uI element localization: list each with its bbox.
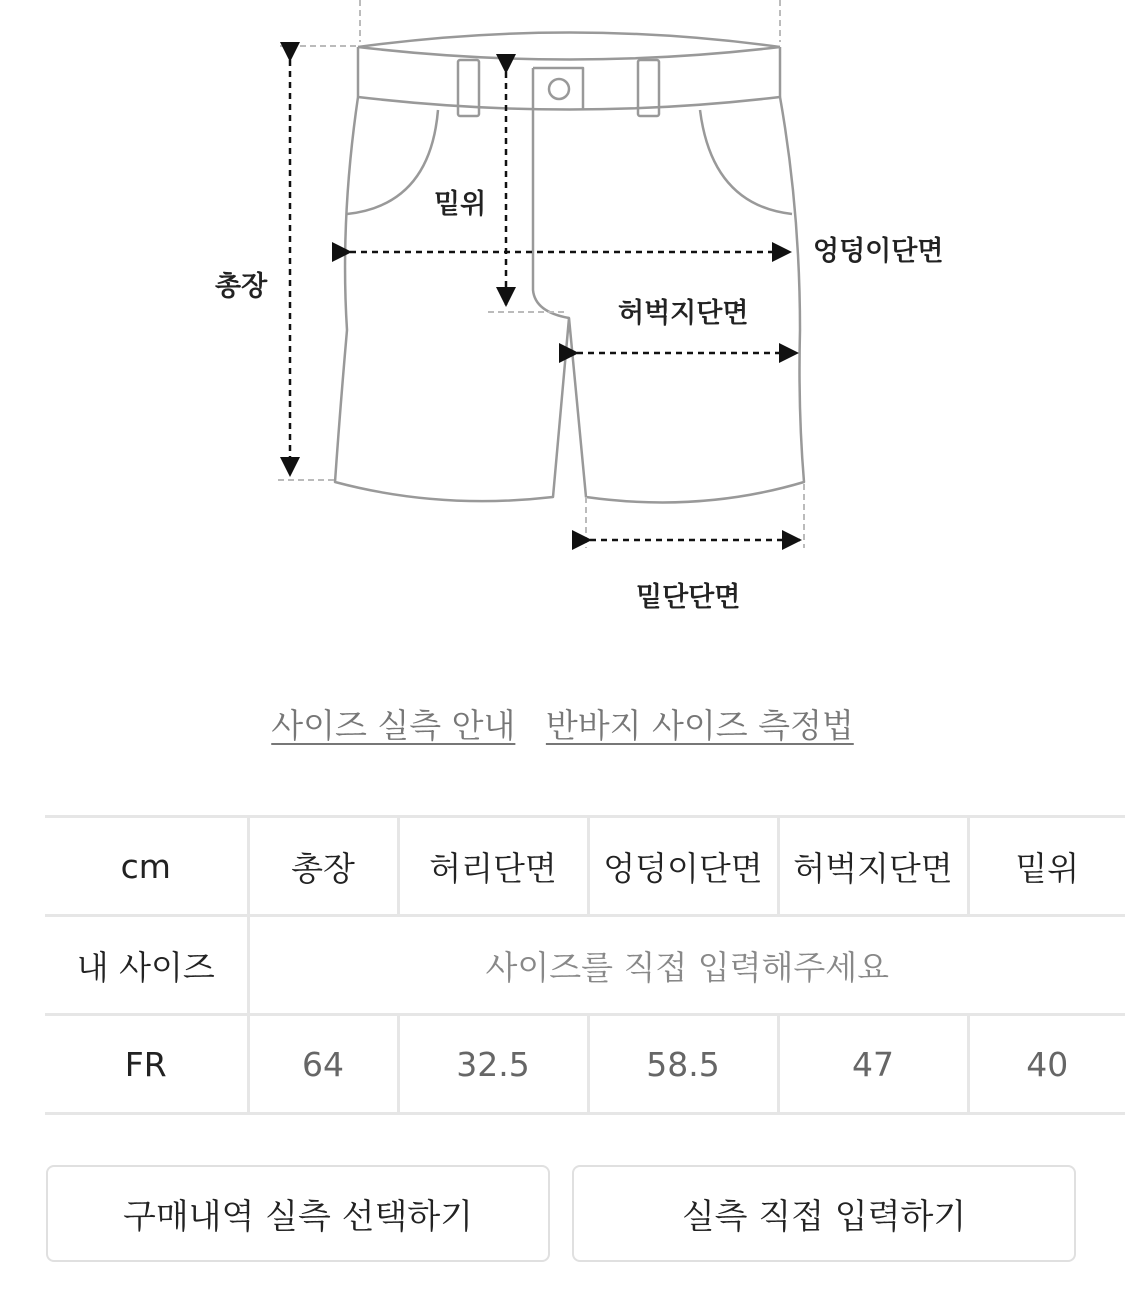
label-total-length: 총장	[215, 271, 268, 302]
table-row	[45, 1015, 1125, 1114]
my-size-row[interactable]	[45, 916, 1125, 1015]
label-hem: 밑단단면	[636, 582, 741, 613]
header-total-length: 총장	[248, 817, 398, 916]
direct-measure-input-button[interactable]: 실측 직접 입력하기	[572, 1165, 1076, 1262]
header-thigh: 허벅지단면	[778, 817, 968, 916]
purchase-history-measure-button[interactable]: 구매내역 실측 선택하기	[46, 1165, 550, 1262]
measure-method-link[interactable]: 반바지 사이즈 측정법	[545, 706, 854, 745]
table-header-row	[45, 817, 1125, 916]
value-thigh: 47	[778, 1015, 968, 1114]
shorts-measurement-diagram	[0, 0, 1125, 640]
header-hip: 엉덩이단면	[588, 817, 778, 916]
label-rise: 밑위	[434, 189, 487, 220]
size-guide-link[interactable]: 사이즈 실측 안내	[271, 706, 516, 745]
value-total-length: 64	[248, 1015, 398, 1114]
header-unit: cm	[45, 817, 248, 916]
my-size-label: 내 사이즈	[45, 916, 248, 1015]
label-thigh: 허벅지단면	[618, 298, 749, 329]
size-links	[0, 700, 1125, 747]
size-table	[45, 815, 1125, 1115]
shorts-outline	[335, 33, 804, 503]
my-size-input-placeholder[interactable]: 사이즈를 직접 입력해주세요	[248, 916, 1125, 1015]
size-label: FR	[45, 1015, 248, 1114]
header-waist: 허리단면	[398, 817, 588, 916]
value-hip: 58.5	[588, 1015, 778, 1114]
value-rise: 40	[968, 1015, 1125, 1114]
header-rise: 밑위	[968, 817, 1125, 916]
label-hip: 엉덩이단면	[813, 236, 944, 267]
value-waist: 32.5	[398, 1015, 588, 1114]
